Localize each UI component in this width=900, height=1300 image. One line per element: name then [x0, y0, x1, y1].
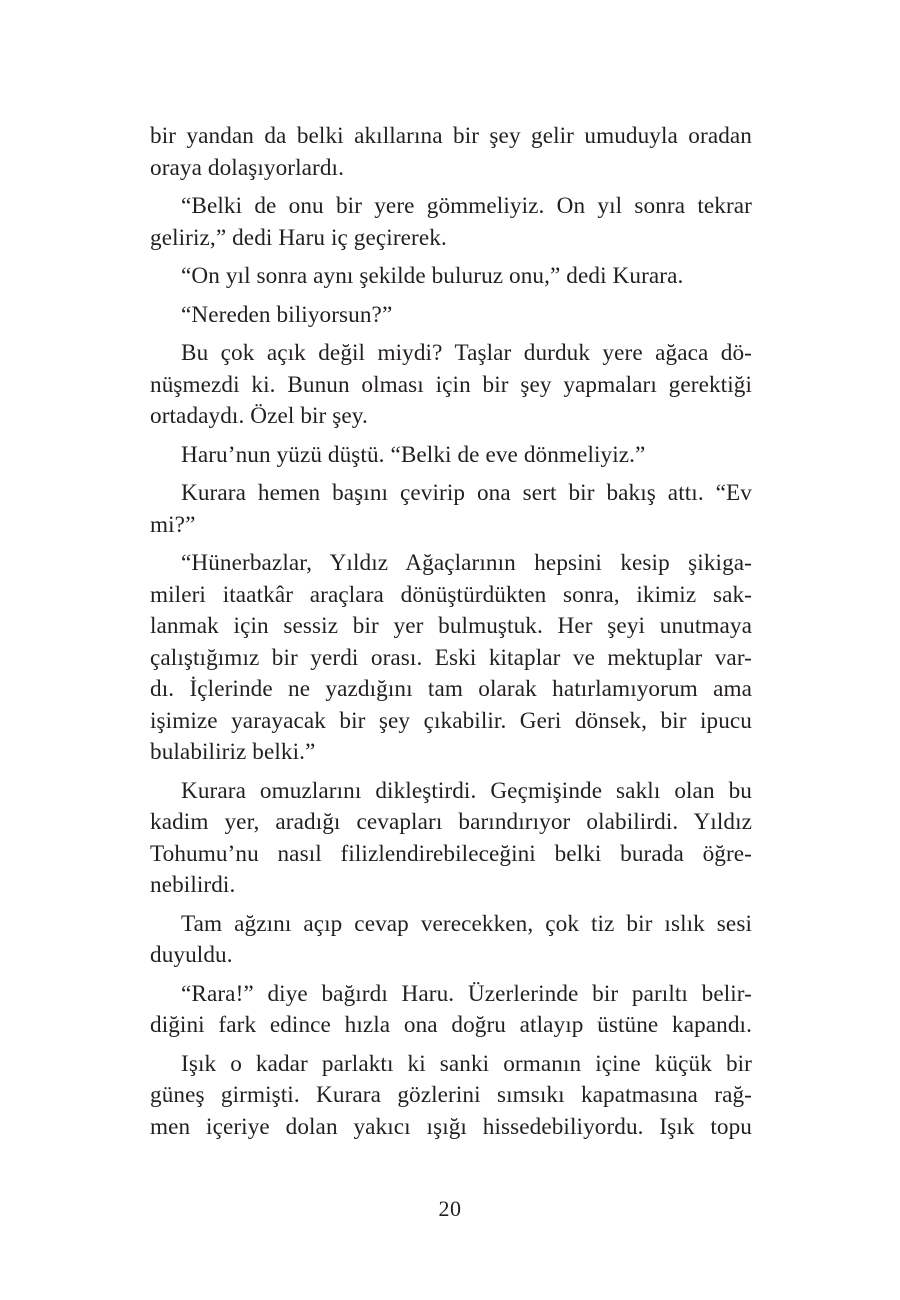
text-line: “Belki de onu bir yere gömmeliyiz. On yıl sonra tekrar	[181, 193, 752, 219]
text-line: oraya dolaşıyorlardı.	[150, 154, 344, 181]
text-line: güneş girmişti. Kurara gözlerini sımsıkı kapatmasına rağ-	[150, 1082, 752, 1108]
text-line: lanmak için sessiz bir yer bulmuştuk. Her şeyi unutmaya	[150, 613, 752, 639]
text-line: bir yandan da belki akıllarına bir şey gelir umuduyla oradan	[150, 123, 752, 149]
paragraph	[150, 440, 752, 472]
text-line: mi?”	[150, 511, 196, 538]
text-line: Haru’nun yüzü düştü. “Belki de eve dönmeliyiz.”	[181, 441, 646, 468]
text-line: men içeriye dolan yakıcı ışığı hissedebiliyordu. Işık topu	[150, 1113, 752, 1140]
paragraph	[150, 478, 752, 541]
text-line: Tohumu’nu nasıl filizlendirebileceğini belki burada öğre-	[150, 840, 752, 867]
text-line: Kurara omuzlarını dikleştirdi. Geçmişinde saklı olan bu	[181, 777, 752, 804]
text-line: ortadaydı. Özel bir şey.	[150, 403, 368, 429]
text-line: Bu çok açık değil miydi? Taşlar durduk yere ağaca dö-	[181, 340, 752, 366]
paragraph	[150, 979, 752, 1042]
paragraph	[150, 261, 752, 293]
text-line: “Rara!” diye bağırdı Haru. Üzerlerinde bir parıltı belir-	[181, 980, 752, 1007]
text-line: geliriz,” dedi Haru iç geçirerek.	[150, 224, 447, 251]
paragraph	[150, 191, 752, 254]
text-line: Tam ağzını açıp cevap verecekken, çok tiz bir ıslık sesi	[181, 910, 752, 937]
text-line: Kurara hemen başını çevirip ona sert bir bakış attı. “Ev	[181, 480, 752, 506]
text-line: mileri itaatkâr araçlara dönüştürdükten sonra, ikimiz sak-	[150, 581, 752, 608]
paragraph	[150, 1049, 752, 1144]
text-line: nebilirdi.	[150, 872, 236, 898]
text-line: Işık o kadar parlaktı ki sanki ormanın içine küçük bir	[181, 1050, 752, 1077]
paragraph	[150, 548, 752, 769]
paragraph	[150, 909, 752, 972]
text-line: çalıştığımız bir yerdi orası. Eski kitaplar ve mektuplar var-	[150, 644, 752, 671]
text-line: kadim yer, aradığı cevapları barındırıyor olabilirdi. Yıldız	[150, 809, 752, 835]
page-number: 20	[438, 1196, 462, 1221]
text-line: işimize yarayacak bir şey çıkabilir. Geri dönsek, bir ipucu	[150, 707, 752, 734]
text-line: “On yıl sonra aynı şekilde buluruz onu,” dedi Kurara.	[181, 263, 684, 289]
paragraph	[150, 121, 752, 184]
text-line: bulabiliriz belki.”	[150, 739, 316, 765]
text-line: nüşmezdi ki. Bunun olması için bir şey yapmaları gerektiği	[150, 371, 752, 398]
text-line: dı. İçlerinde ne yazdığını tam olarak hatırlamıyorum ama	[150, 676, 752, 702]
paragraph	[150, 300, 752, 332]
paragraph	[150, 338, 752, 433]
text-line: “Hünerbazlar, Yıldız Ağaçlarının hepsini kesip şikiga-	[181, 550, 752, 576]
text-line: “Nereden biliyorsun?”	[181, 301, 393, 328]
text-line: duyuldu.	[150, 942, 233, 968]
paragraph	[150, 776, 752, 902]
text-line: diğini fark edince hızla ona doğru atlayıp üstüne kapandı.	[150, 1012, 752, 1038]
body-text	[150, 121, 752, 1150]
